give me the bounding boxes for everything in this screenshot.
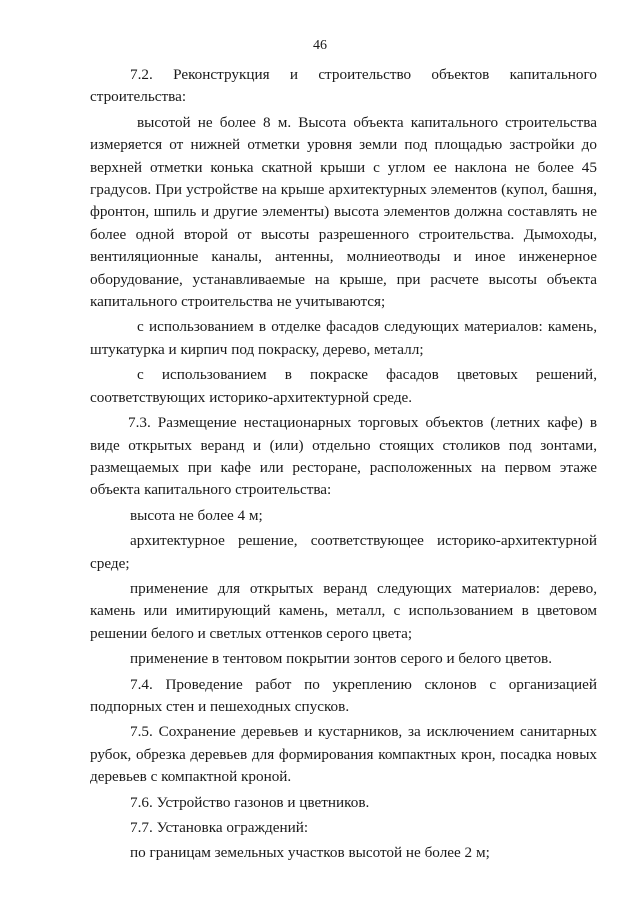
section-7-6: 7.6. Устройство газонов и цветников. [130,793,370,811]
paragraph-facade-materials: с использованием в отделке фасадов следующих материалов: камень, штукатурка и кирпич под покраску, дерево, металл; [90,318,597,358]
paragraph-umbrella-colors: применение в тентовом покрытии зонтов серого и белого цветов. [130,650,553,668]
heading-word: Реконструкция [173,66,270,83]
paragraph-fence-height: по границам земельных участков высотой не более 2 м; [130,844,490,862]
page-number: 46 [313,38,327,53]
heading-word: объектов [431,66,490,83]
heading-word: 7.2. [130,66,153,83]
heading-word: капитального [509,66,597,83]
paragraph-cafe-height: высота не более 4 м; [130,506,263,524]
section-7-4: 7.4. Проведение работ по укреплению склонов с организацией подпорных стен и пешеходных спусков. [90,675,597,715]
paragraph-color-solutions-line1: с использованием в покраске фасадов цветовых решений, [137,366,597,384]
section-7-2-heading-tail: строительства: [90,88,187,106]
section-7-7: 7.7. Установка ограждений: [130,819,309,836]
paragraph-height-limit: высотой не более 8 м. Высота объекта капитального строительства измеряется от нижней отметки уровня земли под площадью застройки до верхней отметки конька скатной крыши с углом ее наклона не более 45 градусов. При устройстве на крыше архитектурных элементов (купол, башня, фронтон, шпиль и другие элементы) высота элементов должна составлять не более одной второй от высоты разрешенного строительства. Дымоходы, вентиляционные каналы, антенны, молниеотводы и иное инженерное оборудование, устанавливаемые на крыше, при расчете высоты объекта капитального строительства не учитываются; [90,113,597,311]
paragraph-architectural-solution-line1: архитектурное решение, соответствующее историко-архитектурной [130,532,597,550]
heading-word: и [289,66,299,83]
heading-word: строительство [318,66,412,83]
document-body [90,64,597,865]
section-7-3: 7.3. Размещение нестационарных торговых объектов (летних кафе) в виде открытых веранд и (или) отдельно стоящих столиков под зонтами, размещаемых при кафе или ресторане, расположенных на первом этаже объекта капитального строительства: [90,414,597,499]
section-7-5: 7.5. Сохранение деревьев и кустарников, за исключением санитарных рубок, обрезка деревьев для формирования компактных крон, посадка новых деревьев с компактной кроной. [90,723,597,786]
paragraph-architectural-solution-line2: среде; [90,554,130,572]
paragraph-veranda-materials: применение для открытых веранд следующих материалов: дерево, камень или имитирующий камень, металл, с использованием в цветовом решении белого и светлых оттенков серого цвета; [90,579,597,642]
paragraph-color-solutions-line2: соответствующих историко-архитектурной среде. [90,388,413,406]
section-7-2-heading [90,64,597,86]
